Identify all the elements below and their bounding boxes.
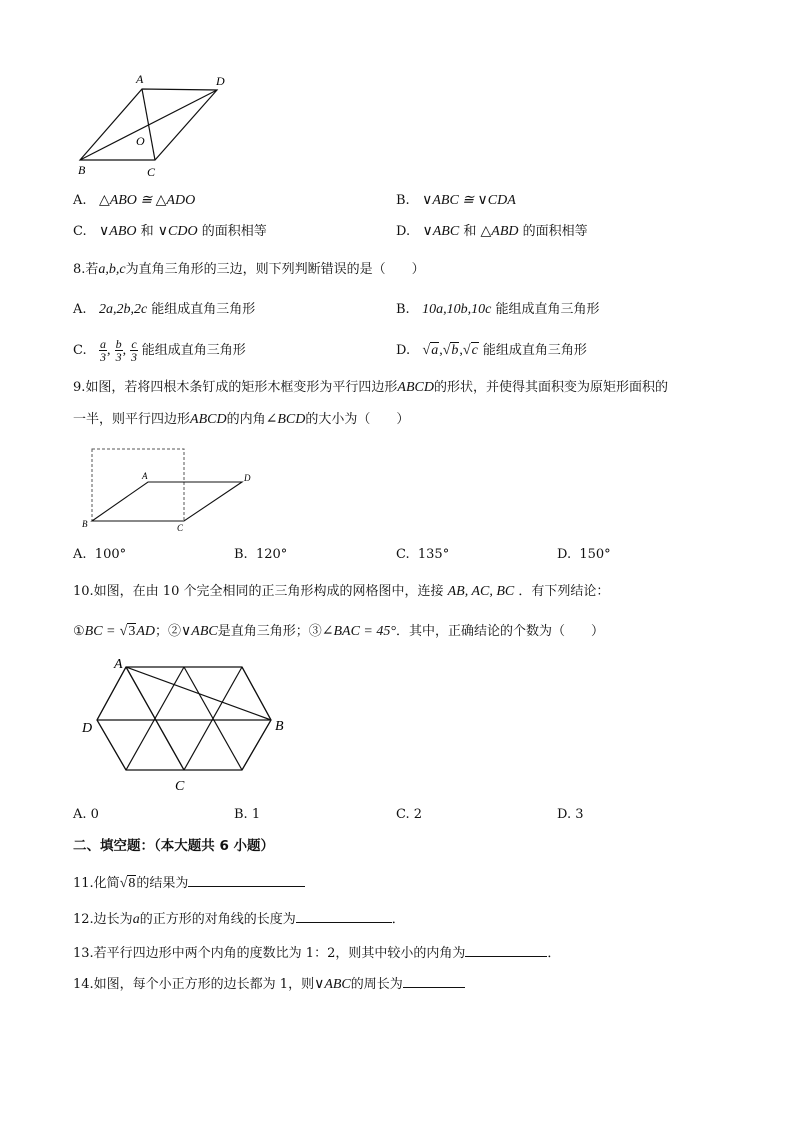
sqrt-a: √a — [422, 343, 439, 358]
q12: 12.边长为a的正方形的对角线的长度为 ． — [73, 908, 405, 929]
q7-option-a[interactable]: A. △ABO ≅ △ADO — [73, 193, 196, 208]
q11-answer-blank[interactable] — [188, 872, 305, 887]
label-C: C — [177, 523, 184, 533]
q11: 11.化简√8的结果为 — [73, 872, 305, 893]
q9-option-b[interactable]: B. 120° — [234, 547, 288, 562]
sqrt-b: √b — [442, 343, 459, 358]
label-C: C — [175, 779, 185, 794]
q9-option-c[interactable]: C. 135° — [396, 547, 450, 562]
sqrt-8: √8 — [119, 876, 136, 891]
q7-option-d[interactable]: D. ∨ABC 和 △ABD 的面积相等 — [396, 224, 588, 239]
q7-option-c[interactable]: C. ∨ABO 和 ∨CDO 的面积相等 — [73, 224, 267, 239]
q14-answer-blank[interactable] — [403, 973, 465, 988]
q9-stem-line1: 9.如图，若将四根木条钉成的矩形木框变形为平行四边形ABCD的形状，并使得其面积变为原矩形面积的 — [73, 380, 668, 395]
q8-option-c[interactable]: C. $\frac{a}{3}$ , $\frac{b}{3}$ , $\frac{c}{3}$ 能组成直角三角形 — [73, 337, 246, 364]
label-B: B — [275, 719, 284, 734]
label-A: A — [142, 471, 148, 481]
q10-stem-line2: ①BC = √3AD；②∨ABC是直角三角形；③∠BAC = 45°．其中，正确结论的个数为（ ） — [73, 624, 604, 639]
q9-stem-line2: 一半，则平行四边形ABCD的内角∠BCD的大小为（ ） — [73, 412, 410, 427]
sqrt-c: √c — [462, 343, 478, 358]
q10-option-a[interactable]: A. 0 — [73, 807, 99, 822]
figure-q9-parallelogram — [76, 443, 266, 535]
fraction-a-3: $\frac{a}{3}$ — [100, 337, 107, 364]
q10-stem-line1: 10.如图，在由 10 个完全相同的正三角形构成的网格图中，连接 AB, AC, BC ．有下列结论： — [73, 584, 610, 599]
sqrt-3: √3 — [119, 624, 136, 639]
label-D: D — [244, 473, 251, 483]
q14: 14.如图，每个小正方形的边长都为 1，则∨ABC的周长为 — [73, 973, 465, 994]
q10-option-c[interactable]: C. 2 — [396, 807, 423, 822]
figure-q10-triangle-grid — [76, 652, 296, 800]
q7-option-b[interactable]: B. ∨ABC ≅ ∨CDA — [396, 193, 516, 208]
q8-option-d[interactable]: D. √a,√b,√c 能组成直角三角形 — [396, 343, 587, 358]
label-O: O — [136, 134, 145, 148]
q13-answer-blank[interactable] — [465, 942, 547, 957]
label-A: A — [114, 657, 123, 672]
label-D: D — [82, 721, 93, 736]
label-D: D — [216, 74, 225, 88]
label-C: C — [147, 165, 156, 179]
q12-answer-blank[interactable] — [296, 908, 392, 923]
q9-option-a[interactable]: A. 100° — [73, 547, 127, 562]
q13: 13.若平行四边形中两个内角的度数比为 1：2，则其中较小的内角为 ． — [73, 942, 560, 963]
q8-option-b[interactable]: B. 10a,10b,10c 能组成直角三角形 — [396, 302, 600, 317]
label-A: A — [136, 72, 144, 86]
fraction-b-3: $\frac{b}{3}$ — [115, 337, 122, 364]
fraction-c-3: $\frac{c}{3}$ — [130, 337, 137, 364]
figure-q7-rhombus — [70, 68, 240, 183]
q9-option-d[interactable]: D. 150° — [557, 547, 611, 562]
q8-stem: 8.若a,b,c为直角三角形的三边，则下列判断错误的是（ ） — [73, 262, 425, 277]
q10-option-b[interactable]: B. 1 — [234, 807, 261, 822]
q8-option-a[interactable]: A. 2a,2b,2c 能组成直角三角形 — [73, 302, 256, 317]
label-B: B — [82, 519, 88, 529]
label-B: B — [78, 163, 86, 177]
section-heading: 二、填空题：（本大题共 6 小题） — [73, 838, 275, 854]
q10-option-d[interactable]: D. 3 — [557, 807, 584, 822]
